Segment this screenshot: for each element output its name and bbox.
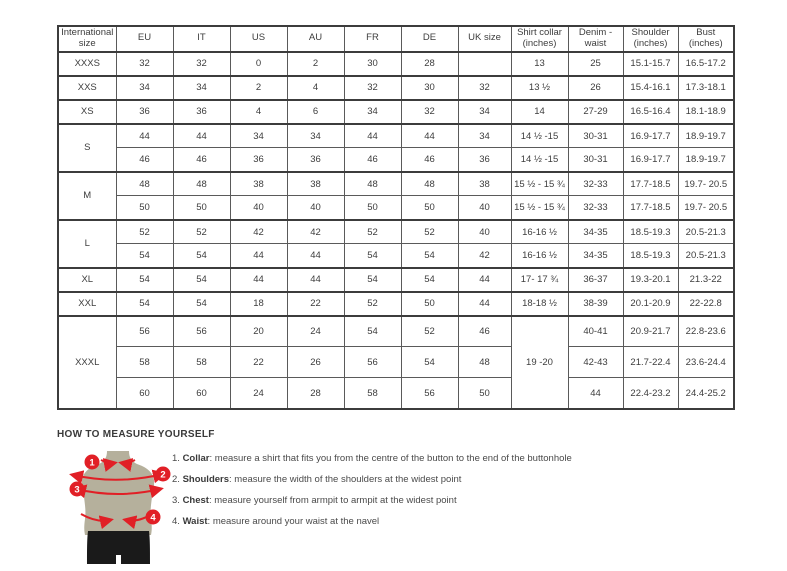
table-cell: 56 — [401, 378, 458, 409]
table-cell: 18.5-19.3 — [623, 244, 678, 268]
table-cell: 22-22.8 — [678, 292, 734, 316]
table-cell: 34 — [458, 100, 511, 124]
table-cell: 4 — [230, 100, 287, 124]
table-cell: 38 — [230, 172, 287, 196]
table-cell: 54 — [173, 268, 230, 292]
measure-step — [172, 511, 572, 532]
table-cell: 24 — [287, 316, 344, 347]
column-header-3: US — [230, 26, 287, 52]
table-cell: 19.7- 20.5 — [678, 196, 734, 220]
table-cell: 18-18 ½ — [511, 292, 568, 316]
table-cell: 40 — [458, 196, 511, 220]
table-cell: 36 — [116, 100, 173, 124]
column-header-7: UK size — [458, 26, 511, 52]
table-cell: 30 — [344, 52, 401, 76]
table-cell: 36 — [458, 148, 511, 172]
table-cell: 60 — [116, 378, 173, 409]
step-label: Waist — [182, 516, 208, 527]
table-cell: 15 ½ - 15 ¾ — [511, 172, 568, 196]
table-cell: 40-41 — [568, 316, 623, 347]
table-cell: 50 — [401, 196, 458, 220]
table-cell: 44 — [458, 292, 511, 316]
table-cell: 58 — [344, 378, 401, 409]
table-cell: 17.7-18.5 — [623, 172, 678, 196]
table-cell: 19.7- 20.5 — [678, 172, 734, 196]
table-cell: 54 — [173, 292, 230, 316]
column-header-9: Denim - waist — [568, 26, 623, 52]
table-cell: 22.4-23.2 — [623, 378, 678, 409]
table-cell: 13 — [511, 52, 568, 76]
table-cell: 48 — [116, 172, 173, 196]
table-cell: 56 — [173, 316, 230, 347]
table-cell: 54 — [116, 244, 173, 268]
size-label-cell: XXL — [58, 292, 116, 316]
table-cell: 17.3-18.1 — [678, 76, 734, 100]
table-cell: 19 -20 — [511, 316, 568, 409]
table-cell: 44 — [287, 268, 344, 292]
table-cell: 54 — [344, 268, 401, 292]
table-cell: 32-33 — [568, 172, 623, 196]
table-cell: 46 — [173, 148, 230, 172]
column-header-5: FR — [344, 26, 401, 52]
badge-1-number: 1 — [89, 457, 95, 469]
table-cell: 18 — [230, 292, 287, 316]
table-cell: 34 — [458, 124, 511, 148]
table-cell: 48 — [344, 172, 401, 196]
table-cell: 54 — [173, 244, 230, 268]
table-cell: 36 — [230, 148, 287, 172]
table-cell: 16.5-17.2 — [678, 52, 734, 76]
table-cell: 20 — [230, 316, 287, 347]
step-label: Shoulders — [182, 474, 230, 485]
size-label-cell: XXXS — [58, 52, 116, 76]
table-cell: 52 — [344, 292, 401, 316]
column-header-6: DE — [401, 26, 458, 52]
measure-step — [172, 469, 572, 490]
table-cell: 58 — [116, 347, 173, 378]
table-cell: 48 — [401, 172, 458, 196]
table-cell: 18.9-19.7 — [678, 148, 734, 172]
table-cell: 18.9-19.7 — [678, 124, 734, 148]
table-cell: 22.8-23.6 — [678, 316, 734, 347]
column-header-8: Shirt collar (inches) — [511, 26, 568, 52]
table-row — [58, 172, 734, 196]
table-cell: 20.5-21.3 — [678, 244, 734, 268]
table-cell: 38 — [287, 172, 344, 196]
table-cell: 32 — [458, 76, 511, 100]
table-cell: 16-16 ½ — [511, 244, 568, 268]
table-cell: 15 ½ - 15 ¾ — [511, 196, 568, 220]
table-cell: 40 — [230, 196, 287, 220]
table-cell: 22 — [287, 292, 344, 316]
table-cell: 20.9-21.7 — [623, 316, 678, 347]
table-cell: 46 — [116, 148, 173, 172]
table-cell: 50 — [173, 196, 230, 220]
badge-4-number: 4 — [150, 512, 156, 524]
table-cell: 17- 17 ¾ — [511, 268, 568, 292]
table-cell: 30-31 — [568, 124, 623, 148]
table-cell: 50 — [344, 196, 401, 220]
table-cell: 54 — [401, 244, 458, 268]
size-label-cell: S — [58, 124, 116, 172]
table-cell: 14 ½ -15 — [511, 124, 568, 148]
table-cell: 54 — [401, 268, 458, 292]
step-text: : measure the width of the shoulders at the widest point — [229, 474, 462, 485]
size-label-cell: XXXL — [58, 316, 116, 409]
table-cell: 46 — [344, 148, 401, 172]
table-row — [58, 292, 734, 316]
table-cell: 44 — [344, 124, 401, 148]
torso-illustration-icon — [57, 447, 189, 566]
table-cell: 56 — [116, 316, 173, 347]
table-cell: 24.4-25.2 — [678, 378, 734, 409]
table-row — [58, 316, 734, 347]
table-cell: 34 — [344, 100, 401, 124]
size-chart — [57, 25, 735, 410]
table-cell: 52 — [173, 220, 230, 244]
table-cell: 42 — [458, 244, 511, 268]
table-cell: 17.7-18.5 — [623, 196, 678, 220]
table-cell: 28 — [401, 52, 458, 76]
table-cell: 42 — [287, 220, 344, 244]
table-cell: 28 — [287, 378, 344, 409]
step-number: 2. — [172, 474, 183, 485]
table-cell: 16.9-17.7 — [623, 124, 678, 148]
table-cell: 18.5-19.3 — [623, 220, 678, 244]
step-number: 4. — [172, 516, 183, 527]
table-header — [58, 26, 734, 52]
table-cell: 34-35 — [568, 244, 623, 268]
table-cell: 52 — [401, 316, 458, 347]
column-header-10: Shoulder (inches) — [623, 26, 678, 52]
table-cell: 27-29 — [568, 100, 623, 124]
table-cell: 15.4-16.1 — [623, 76, 678, 100]
step-text: : measure around your waist at the navel — [207, 516, 380, 527]
table-row — [58, 100, 734, 124]
table-cell: 21.3-22 — [678, 268, 734, 292]
measure-heading: HOW TO MEASURE YOURSELF — [57, 429, 215, 440]
table-cell: 25 — [568, 52, 623, 76]
badge-2-number: 2 — [160, 469, 166, 481]
size-label-cell: XS — [58, 100, 116, 124]
size-label-cell: L — [58, 220, 116, 268]
step-number: 1. — [172, 453, 183, 464]
table-row — [58, 378, 734, 409]
step-label: Collar — [182, 453, 210, 464]
table-cell: 54 — [116, 268, 173, 292]
table-cell: 23.6-24.4 — [678, 347, 734, 378]
size-label-cell: XXS — [58, 76, 116, 100]
table-cell: 46 — [401, 148, 458, 172]
table-cell: 32 — [344, 76, 401, 100]
table-cell: 32-33 — [568, 196, 623, 220]
table-row — [58, 244, 734, 268]
table-cell: 44 — [568, 378, 623, 409]
shorts-shape — [87, 531, 150, 564]
table-cell: 38-39 — [568, 292, 623, 316]
step-number: 3. — [172, 495, 183, 506]
table-row — [58, 76, 734, 100]
table-cell: 60 — [173, 378, 230, 409]
table-row — [58, 268, 734, 292]
table-cell: 44 — [401, 124, 458, 148]
table-cell: 42 — [230, 220, 287, 244]
step-label: Chest — [182, 495, 209, 506]
table-cell: 44 — [287, 244, 344, 268]
table-cell: 2 — [287, 52, 344, 76]
table-cell: 34 — [173, 76, 230, 100]
measurement-figure — [57, 447, 189, 566]
table-cell: 54 — [344, 244, 401, 268]
table-cell: 16-16 ½ — [511, 220, 568, 244]
table-cell: 48 — [458, 347, 511, 378]
table-cell: 50 — [116, 196, 173, 220]
table-cell: 26 — [568, 76, 623, 100]
table-row — [58, 124, 734, 148]
table-cell: 54 — [116, 292, 173, 316]
table-cell: 48 — [173, 172, 230, 196]
table-cell: 18.1-18.9 — [678, 100, 734, 124]
table-cell: 44 — [230, 268, 287, 292]
column-header-2: IT — [173, 26, 230, 52]
column-header-0: International size — [58, 26, 116, 52]
table-cell: 24 — [230, 378, 287, 409]
table-cell: 19.3-20.1 — [623, 268, 678, 292]
table-cell — [458, 52, 511, 76]
column-header-11: Bust (inches) — [678, 26, 734, 52]
table-cell: 44 — [173, 124, 230, 148]
table-row — [58, 196, 734, 220]
table-cell: 22 — [230, 347, 287, 378]
table-cell: 20.5-21.3 — [678, 220, 734, 244]
table-cell: 44 — [458, 268, 511, 292]
table-cell: 2 — [230, 76, 287, 100]
table-cell: 36-37 — [568, 268, 623, 292]
table-cell: 36 — [173, 100, 230, 124]
table-cell: 52 — [401, 220, 458, 244]
table-cell: 36 — [287, 148, 344, 172]
table-cell: 4 — [287, 76, 344, 100]
table-cell: 32 — [401, 100, 458, 124]
table-cell: 40 — [458, 220, 511, 244]
table-cell: 40 — [287, 196, 344, 220]
measure-instructions — [172, 448, 572, 532]
column-header-1: EU — [116, 26, 173, 52]
size-chart-table — [57, 25, 735, 410]
table-row — [58, 347, 734, 378]
step-text: : measure yourself from armpit to armpit at the widest point — [208, 495, 457, 506]
table-cell: 34-35 — [568, 220, 623, 244]
size-label-cell: XL — [58, 268, 116, 292]
table-cell: 46 — [458, 316, 511, 347]
table-row — [58, 220, 734, 244]
table-cell: 14 — [511, 100, 568, 124]
table-cell: 32 — [116, 52, 173, 76]
step-text: : measure a shirt that fits you from the centre of the button to the end of the buttonhole — [209, 453, 572, 464]
table-cell: 34 — [287, 124, 344, 148]
table-cell: 14 ½ -15 — [511, 148, 568, 172]
measure-step — [172, 490, 572, 511]
table-cell: 16.9-17.7 — [623, 148, 678, 172]
table-cell: 34 — [116, 76, 173, 100]
table-cell: 26 — [287, 347, 344, 378]
table-cell: 50 — [458, 378, 511, 409]
table-cell: 52 — [344, 220, 401, 244]
table-cell: 50 — [401, 292, 458, 316]
table-cell: 16.5-16.4 — [623, 100, 678, 124]
table-cell: 20.1-20.9 — [623, 292, 678, 316]
table-row — [58, 52, 734, 76]
table-cell: 44 — [116, 124, 173, 148]
table-cell: 54 — [401, 347, 458, 378]
table-cell: 56 — [344, 347, 401, 378]
column-header-4: AU — [287, 26, 344, 52]
table-cell: 30 — [401, 76, 458, 100]
table-cell: 38 — [458, 172, 511, 196]
table-cell: 30-31 — [568, 148, 623, 172]
table-cell: 15.1-15.7 — [623, 52, 678, 76]
table-cell: 0 — [230, 52, 287, 76]
size-label-cell: M — [58, 172, 116, 220]
table-cell: 54 — [344, 316, 401, 347]
measure-step — [172, 448, 572, 469]
badge-3-number: 3 — [74, 484, 80, 496]
table-cell: 42-43 — [568, 347, 623, 378]
table-cell: 6 — [287, 100, 344, 124]
table-row — [58, 148, 734, 172]
table-cell: 58 — [173, 347, 230, 378]
table-cell: 32 — [173, 52, 230, 76]
table-cell: 21.7-22.4 — [623, 347, 678, 378]
table-cell: 34 — [230, 124, 287, 148]
table-cell: 13 ½ — [511, 76, 568, 100]
table-cell: 52 — [116, 220, 173, 244]
table-cell: 44 — [230, 244, 287, 268]
